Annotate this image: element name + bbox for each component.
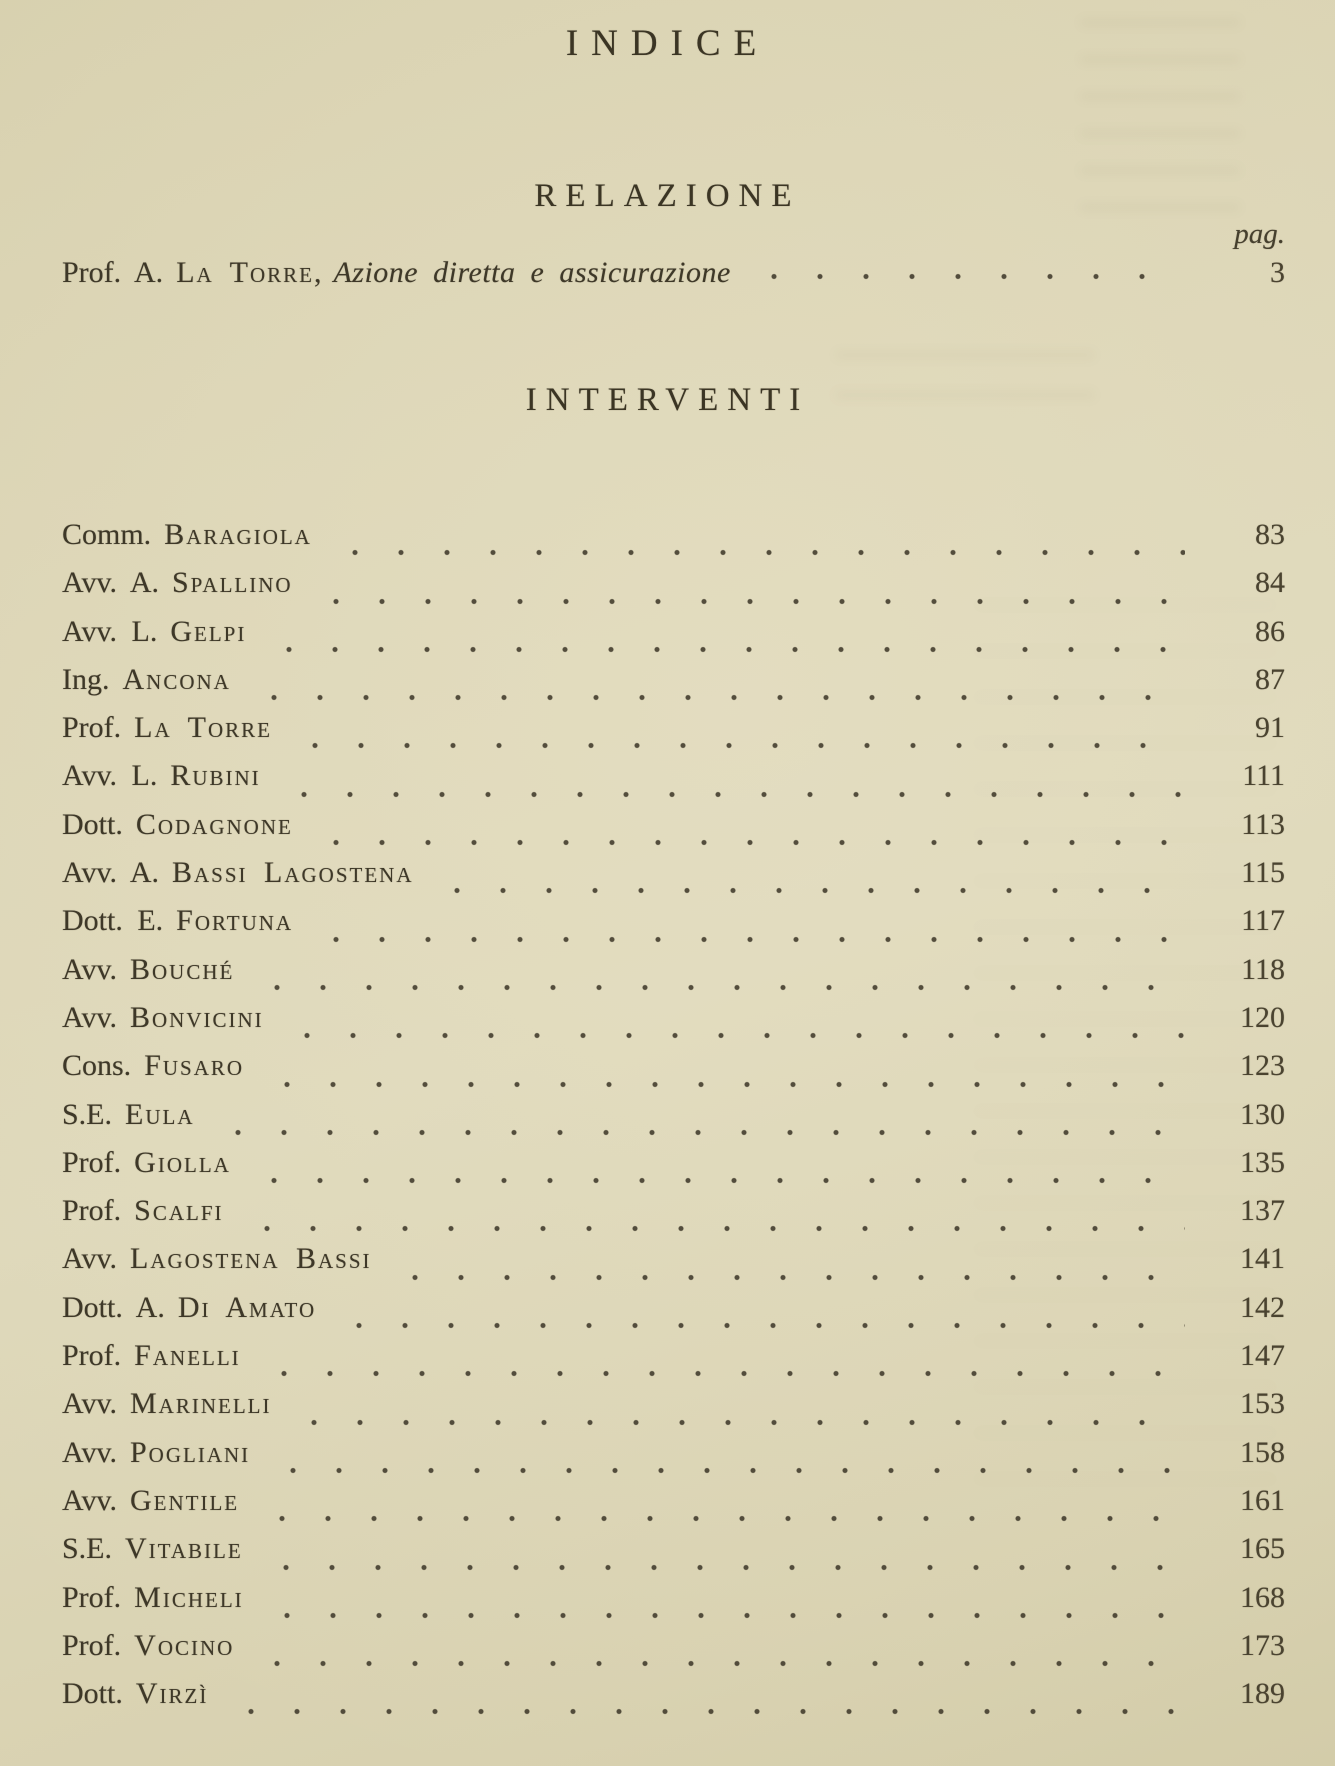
page-number: 113: [1241, 807, 1285, 841]
author-title: Dott.: [62, 1677, 123, 1711]
author-name: Pogliani: [130, 1435, 251, 1469]
toc-entry: [62, 1098, 1285, 1146]
page-number: 87: [1255, 662, 1285, 696]
author-title: Prof.: [62, 1339, 122, 1373]
dot-leader: [244, 1194, 1185, 1242]
page-number: 117: [1241, 904, 1285, 938]
author-title: Dott.: [62, 807, 123, 841]
dot-leader: [291, 1387, 1185, 1435]
dot-leader: [336, 1291, 1185, 1339]
page-number: 83: [1255, 518, 1285, 551]
page-number: 141: [1240, 1242, 1285, 1276]
author-title: Avv. L.: [62, 614, 158, 648]
page-number: 168: [1240, 1580, 1285, 1614]
page-number: 86: [1255, 614, 1285, 648]
author-name: Lagostena Bassi: [130, 1242, 372, 1276]
author-name: Rubini: [170, 759, 261, 793]
page-number: 161: [1240, 1483, 1285, 1517]
author-title: Prof. A.: [62, 256, 164, 289]
toc-entry-relazione: [62, 256, 1285, 290]
toc-entry: [62, 663, 1285, 711]
author-title: S.E.: [62, 1097, 113, 1131]
toc-entry: [62, 1629, 1285, 1677]
author-name: Fortuna: [176, 904, 294, 938]
page-title: INDICE: [565, 23, 770, 64]
page-number: 120: [1240, 1000, 1285, 1034]
author-name: Ancona: [122, 662, 231, 696]
toc-entry: [62, 1001, 1285, 1049]
author-title: Cons.: [62, 1049, 132, 1083]
dot-leader: [332, 518, 1185, 566]
author-title: Avv. A.: [62, 566, 159, 600]
dot-leader: [251, 663, 1185, 711]
toc-entry: [62, 1291, 1285, 1339]
author-name: Codagnone: [135, 807, 293, 841]
toc-entry: [62, 1242, 1285, 1290]
page-number: 173: [1240, 1628, 1285, 1662]
page-number: 142: [1240, 1290, 1285, 1324]
author-name: Virzì: [135, 1677, 209, 1711]
dot-leader: [751, 256, 1185, 290]
page-number: 147: [1240, 1339, 1285, 1373]
author-name: Spallino: [172, 566, 293, 600]
toc-entry: [62, 953, 1285, 1001]
toc-entry: [62, 615, 1285, 663]
author-title: Comm.: [62, 518, 152, 551]
author-title: Avv.: [62, 1242, 117, 1276]
author-title: Prof.: [62, 1580, 122, 1614]
author-title: Dott. A.: [62, 1290, 165, 1324]
toc-entry: [62, 1194, 1285, 1242]
author-title: Ing.: [62, 662, 110, 696]
dot-leader: [251, 1146, 1185, 1194]
author-name: Eula: [125, 1097, 195, 1131]
dot-leader: [284, 1001, 1185, 1049]
author-title: Avv.: [62, 1000, 117, 1034]
page-number: 165: [1240, 1532, 1285, 1566]
toc-entry: [62, 1436, 1285, 1484]
author-title: Avv.: [62, 952, 117, 986]
dot-leader: [264, 1581, 1185, 1629]
page-number: 3: [1270, 256, 1285, 289]
toc-entry: [62, 759, 1285, 807]
dot-leader: [270, 1436, 1185, 1484]
page-number: 123: [1240, 1049, 1285, 1083]
author-name: Fanelli: [134, 1339, 241, 1373]
page-number: 189: [1240, 1677, 1285, 1711]
page-number: 91: [1255, 711, 1285, 745]
page-number: 115: [1241, 856, 1285, 890]
page-number: 111: [1242, 759, 1285, 793]
dot-leader: [313, 808, 1185, 856]
dot-leader: [313, 904, 1185, 952]
toc-entry: [62, 1387, 1285, 1435]
section-heading-interventi: INTERVENTI: [525, 382, 810, 418]
dot-leader: [263, 1532, 1185, 1580]
toc-entry: [62, 1532, 1285, 1580]
author-name: Bouché: [130, 952, 235, 986]
dot-leader: [261, 1339, 1185, 1387]
author-name: La Torre: [176, 256, 314, 289]
toc-entry: [62, 1677, 1285, 1725]
dot-leader: [254, 1629, 1185, 1677]
author-name: Micheli: [134, 1580, 244, 1614]
dot-leader: [392, 1242, 1185, 1290]
author-title: Avv.: [62, 1435, 117, 1469]
author-title: Avv.: [62, 1387, 117, 1421]
author-name: Vitabile: [125, 1532, 243, 1566]
author-name: Baragiola: [164, 518, 312, 551]
dot-leader: [215, 1098, 1186, 1146]
toc-entry: [62, 518, 1285, 566]
author-name: La Torre: [134, 711, 272, 745]
toc-entry: [62, 1581, 1285, 1629]
section-heading-relazione: RELAZIONE: [534, 178, 801, 214]
page-number: 118: [1241, 952, 1285, 986]
author-name: Giolla: [134, 1145, 231, 1179]
toc-entry: [62, 711, 1285, 759]
page-number: 135: [1240, 1145, 1285, 1179]
author-name: Bassi Lagostena: [172, 856, 414, 890]
toc-entry: [62, 1484, 1285, 1532]
toc-entry: [62, 1146, 1285, 1194]
toc-entry: [62, 1049, 1285, 1097]
author-name: Di Amato: [177, 1290, 317, 1324]
author-name: Gelpi: [170, 614, 247, 648]
dot-leader: [281, 759, 1185, 807]
toc-entry: [62, 856, 1285, 904]
dot-leader: [313, 566, 1185, 614]
author-name: Scalfi: [134, 1194, 224, 1228]
page-number: 153: [1240, 1387, 1285, 1421]
separator: ,: [313, 256, 322, 289]
page-number: 130: [1240, 1097, 1285, 1131]
toc-entry-list: [62, 518, 1285, 1725]
dot-leader: [264, 1049, 1185, 1097]
dot-leader: [266, 615, 1185, 663]
page-number: 84: [1255, 566, 1285, 600]
author-title: Prof.: [62, 711, 122, 745]
toc-entry: [62, 1339, 1285, 1387]
toc-entry: [62, 566, 1285, 614]
dot-leader: [228, 1677, 1185, 1725]
author-name: Gentile: [130, 1483, 240, 1517]
toc-entry: [62, 808, 1285, 856]
author-name: Bonvicini: [130, 1000, 264, 1034]
author-name: Fusaro: [144, 1049, 245, 1083]
author-title: Avv. L.: [62, 759, 158, 793]
author-title: Avv.: [62, 1483, 117, 1517]
author-title: Prof.: [62, 1194, 122, 1228]
toc-entry: [62, 904, 1285, 952]
author-title: Dott. E.: [62, 904, 164, 938]
author-name: Marinelli: [130, 1387, 272, 1421]
author-title: Avv. A.: [62, 856, 159, 890]
dot-leader: [254, 953, 1185, 1001]
dot-leader: [292, 711, 1185, 759]
author-name: Vocino: [134, 1628, 235, 1662]
author-title: Prof.: [62, 1145, 122, 1179]
page-number: 158: [1240, 1435, 1285, 1469]
author-title: S.E.: [62, 1532, 113, 1566]
dot-leader: [434, 856, 1185, 904]
page-column-label: pag.: [1234, 218, 1285, 250]
author-title: Prof.: [62, 1628, 122, 1662]
dot-leader: [259, 1484, 1185, 1532]
work-title: Azione diretta e assicurazione: [333, 256, 731, 289]
page-number: 137: [1240, 1194, 1285, 1228]
